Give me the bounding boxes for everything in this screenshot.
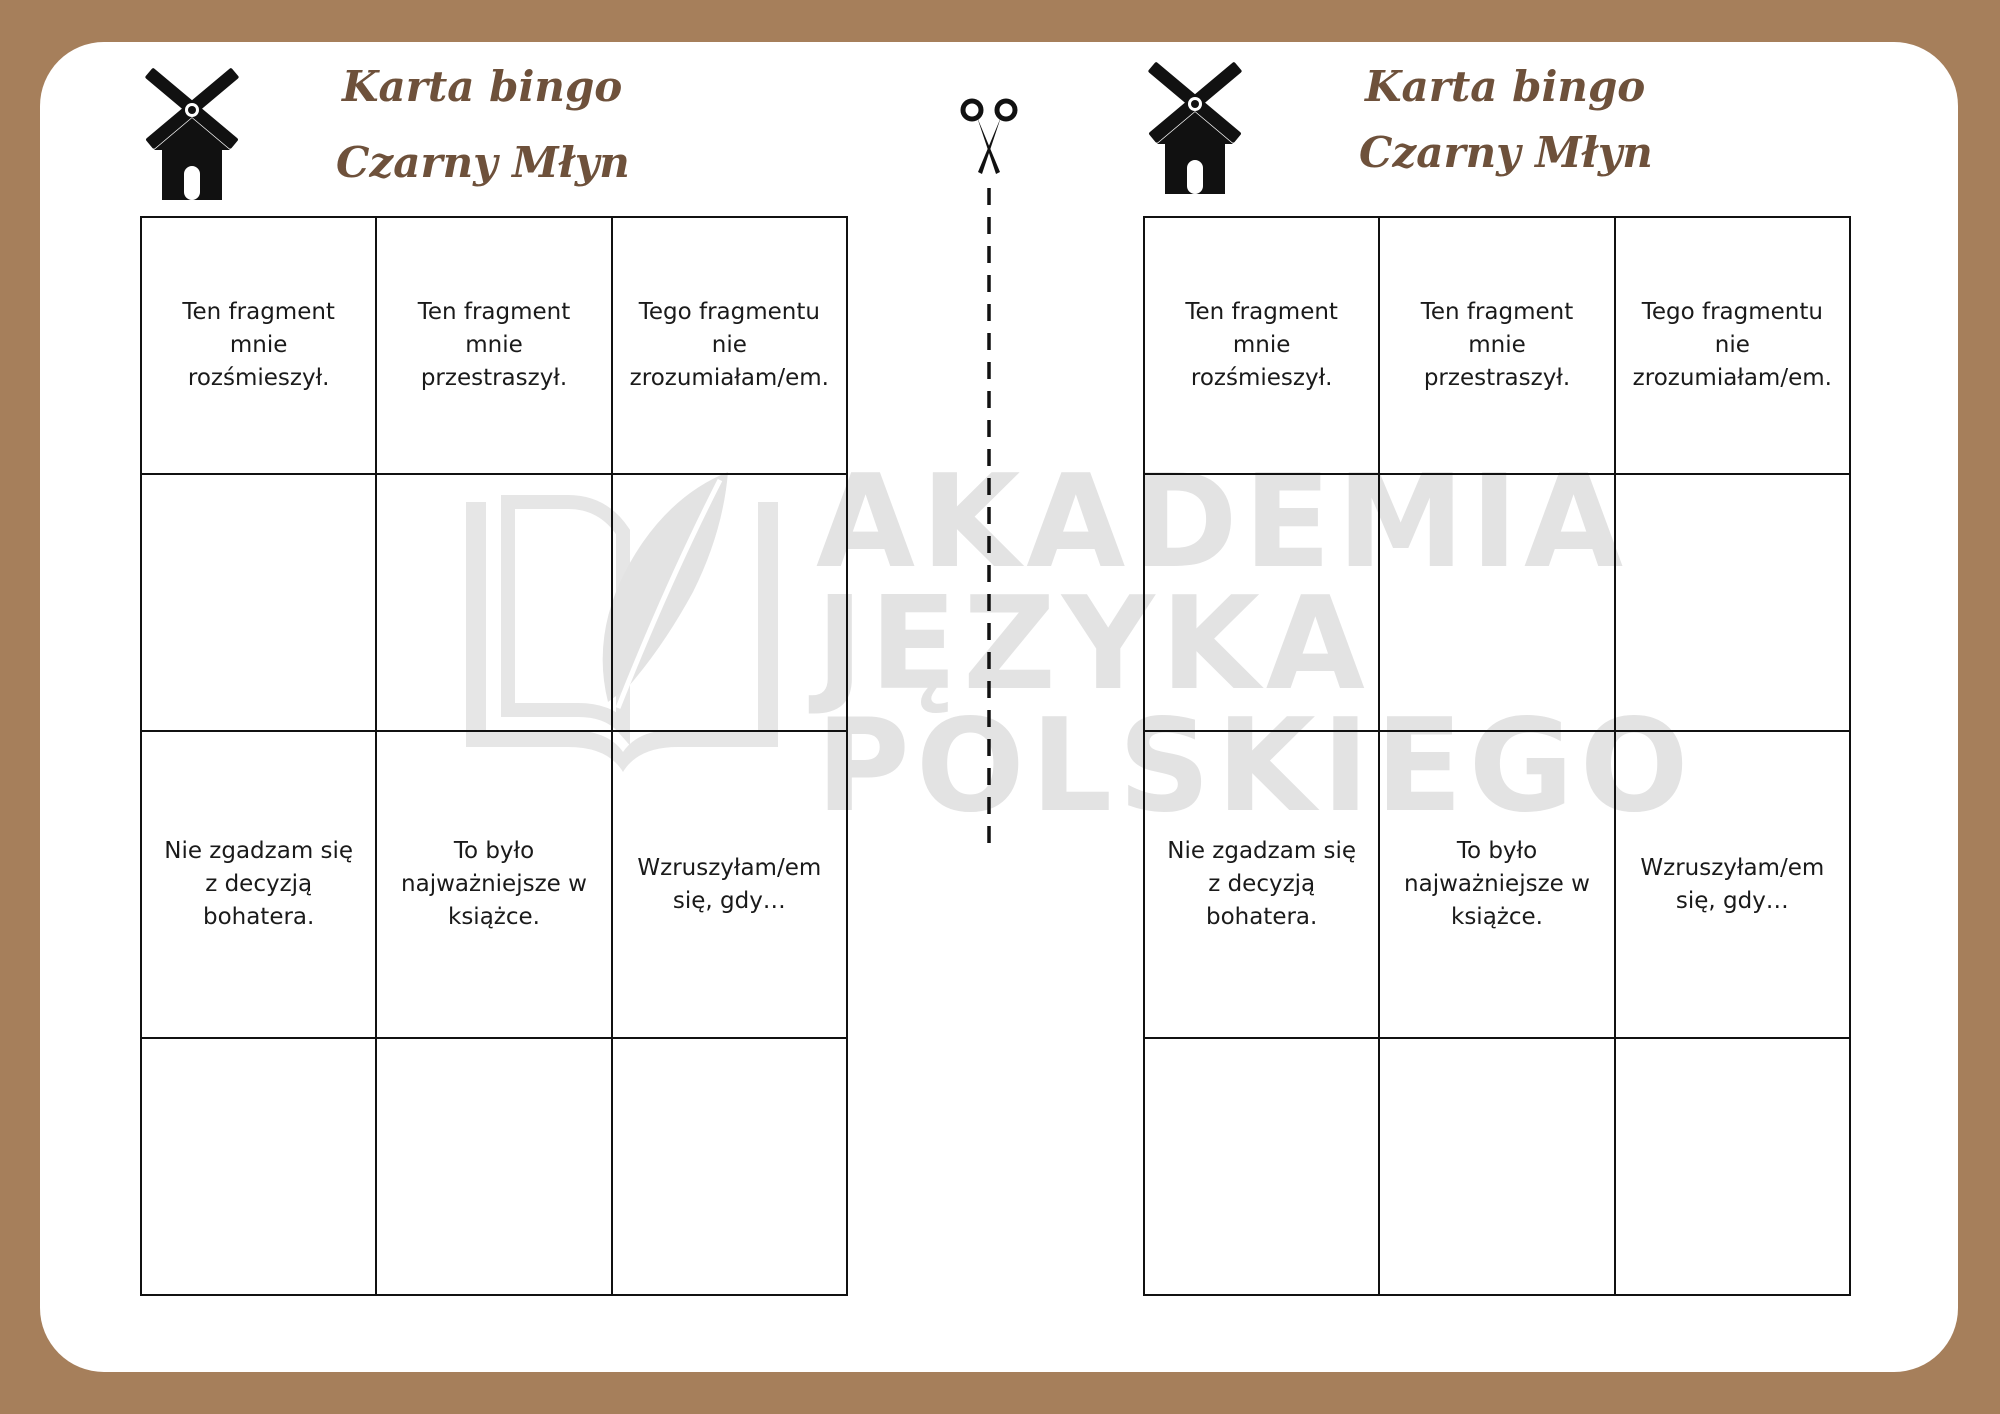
- bingo-cell: [1144, 474, 1379, 731]
- bingo-cell: Ten fragment mnie rozśmieszył.: [141, 217, 376, 474]
- card-title-line1: Karta bingo: [1365, 62, 1646, 111]
- bingo-cell: Ten fragment mnie rozśmieszył.: [1144, 217, 1379, 474]
- bingo-cell: [1379, 1038, 1614, 1295]
- scissors-icon: [963, 101, 1015, 174]
- bingo-cell: Nie zgadzam się z decyzją bohatera.: [141, 731, 376, 1038]
- watermark-line: POLSKIEGO: [816, 692, 1695, 841]
- card-title-line2: Czarny Młyn: [336, 138, 630, 187]
- bingo-cell: [141, 1038, 376, 1295]
- windmill-icon: [1143, 56, 1247, 194]
- bingo-cell: [612, 1038, 847, 1295]
- bingo-grid: [140, 216, 848, 1296]
- bingo-cell: [141, 474, 376, 731]
- bingo-cell: Tego fragmentu nie zrozumiałam/em.: [1615, 217, 1850, 474]
- watermark-line: JĘZYKA: [816, 570, 1371, 719]
- bingo-cell: [1615, 1038, 1850, 1295]
- cut-line: [956, 94, 1022, 854]
- bingo-cell: Ten fragment mnie przestraszył.: [376, 217, 611, 474]
- bingo-cell: [376, 1038, 611, 1295]
- bingo-cell: [612, 474, 847, 731]
- card-title-line2: Czarny Młyn: [1359, 128, 1653, 177]
- bingo-cell: [376, 474, 611, 731]
- bingo-cell: To było najważniejsze w książce.: [1379, 731, 1614, 1038]
- card-title-line1: Karta bingo: [342, 62, 623, 111]
- bingo-cell: Tego fragmentu nie zrozumiałam/em.: [612, 217, 847, 474]
- bingo-cell: [1615, 474, 1850, 731]
- bingo-cell: Nie zgadzam się z decyzją bohatera.: [1144, 731, 1379, 1038]
- bingo-card-left: [140, 42, 852, 1332]
- bingo-sheet: [40, 42, 1958, 1372]
- bingo-grid: [1143, 216, 1851, 1296]
- bingo-cell: [1379, 474, 1614, 731]
- bingo-cell: Ten fragment mnie przestraszył.: [1379, 217, 1614, 474]
- bingo-cell: To było najważniejsze w książce.: [376, 731, 611, 1038]
- windmill-icon: [140, 62, 244, 200]
- watermark-line: AKADEMIA: [816, 448, 1630, 597]
- bingo-card-right: [1143, 42, 1855, 1332]
- bingo-cell: [1144, 1038, 1379, 1295]
- bingo-cell: Wzruszyłam/em się, gdy…: [612, 731, 847, 1038]
- bingo-cell: Wzruszyłam/em się, gdy…: [1615, 731, 1850, 1038]
